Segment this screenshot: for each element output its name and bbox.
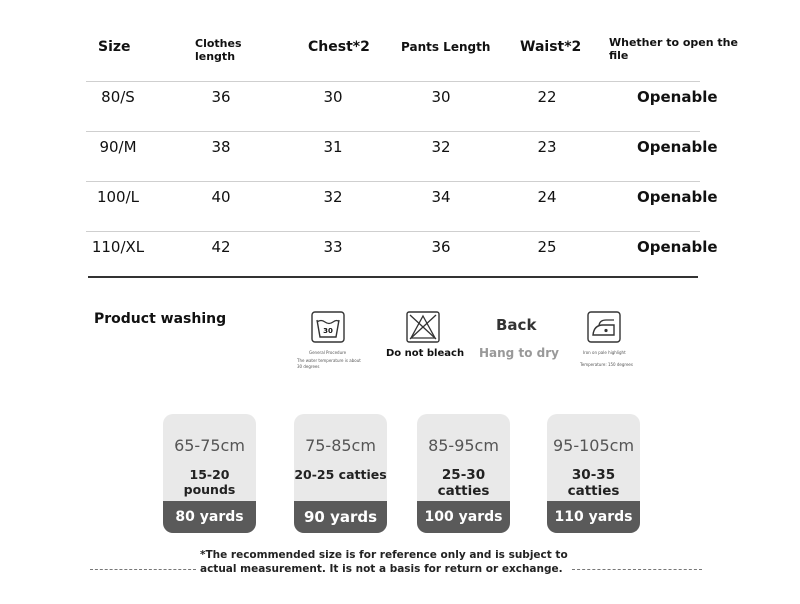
cell-size: 100/L xyxy=(96,188,140,206)
cell-pants-length: 30 xyxy=(431,88,451,106)
row-divider xyxy=(86,181,700,182)
cell-pants-length: 32 xyxy=(431,138,451,156)
card-height: 75-85cm xyxy=(305,436,376,455)
cell-size: 80/S xyxy=(101,88,135,106)
washing-title: Product washing xyxy=(94,311,227,327)
table-bottom-rule xyxy=(88,276,698,278)
size-card xyxy=(163,414,256,533)
card-weight: 25-30 catties xyxy=(437,467,490,499)
header-pants-length: Pants Length xyxy=(401,40,491,54)
cell-open: Openable xyxy=(637,188,718,206)
cell-open: Openable xyxy=(637,238,718,256)
cell-clothes-length: 40 xyxy=(211,188,231,206)
footnote: *The recommended size is for reference only and is subject to actual measurement. It is not a basis for return or exchange. xyxy=(200,549,568,575)
iron-caption-2: Temperature: 150 degrees xyxy=(580,362,633,367)
card-yards: 100 yards xyxy=(417,501,510,533)
card-yards: 110 yards xyxy=(547,501,640,533)
cell-chest: 32 xyxy=(323,188,343,206)
header-chest: Chest*2 xyxy=(308,39,370,55)
cell-size: 90/M xyxy=(99,138,137,156)
cell-waist: 22 xyxy=(537,88,557,106)
card-weight: 15-20 pounds xyxy=(183,467,236,497)
wash-30-icon xyxy=(311,311,345,343)
row-divider xyxy=(86,231,700,232)
size-card xyxy=(294,414,387,533)
cell-clothes-length: 42 xyxy=(211,238,231,256)
cell-chest: 33 xyxy=(323,238,343,256)
card-weight: 30-35 catties xyxy=(567,467,620,499)
cell-open: Openable xyxy=(637,138,718,156)
cell-chest: 31 xyxy=(323,138,343,156)
header-size: Size xyxy=(98,39,131,55)
row-divider xyxy=(86,81,700,82)
divider-dashed-left xyxy=(90,569,196,570)
cell-waist: 24 xyxy=(537,188,557,206)
hang-dry-label: Hang to dry xyxy=(479,346,559,360)
divider-dashed-right xyxy=(572,569,702,570)
back-title: Back xyxy=(496,316,537,334)
no-bleach-icon xyxy=(406,311,440,343)
cell-waist: 23 xyxy=(537,138,557,156)
cell-size: 110/XL xyxy=(91,238,145,256)
cell-clothes-length: 36 xyxy=(211,88,231,106)
header-open: Whether to open the file xyxy=(609,36,738,62)
iron-icon xyxy=(587,311,621,343)
iron-caption-1: Iron on pale highlight xyxy=(583,350,626,355)
cell-pants-length: 34 xyxy=(431,188,451,206)
wash-caption-1: General Procedure xyxy=(309,350,347,355)
cell-pants-length: 36 xyxy=(431,238,451,256)
card-height: 65-75cm xyxy=(174,436,245,455)
cell-open: Openable xyxy=(637,88,718,106)
wash-temp: 30 xyxy=(323,327,333,335)
header-clothes-length: Clothes length xyxy=(195,37,242,63)
cell-chest: 30 xyxy=(323,88,343,106)
size-card xyxy=(417,414,510,533)
header-waist: Waist*2 xyxy=(520,39,582,55)
cell-waist: 25 xyxy=(537,238,557,256)
row-divider xyxy=(86,131,700,132)
card-yards: 80 yards xyxy=(163,501,256,533)
card-weight: 20-25 catties xyxy=(294,467,387,482)
card-height: 95-105cm xyxy=(552,436,635,455)
card-yards: 90 yards xyxy=(294,501,387,533)
size-card xyxy=(547,414,640,533)
card-height: 85-95cm xyxy=(428,436,499,455)
cell-clothes-length: 38 xyxy=(211,138,231,156)
no-bleach-label: Do not bleach xyxy=(386,348,465,359)
wash-caption-2: The water temperature is about 30 degrees xyxy=(297,358,361,369)
